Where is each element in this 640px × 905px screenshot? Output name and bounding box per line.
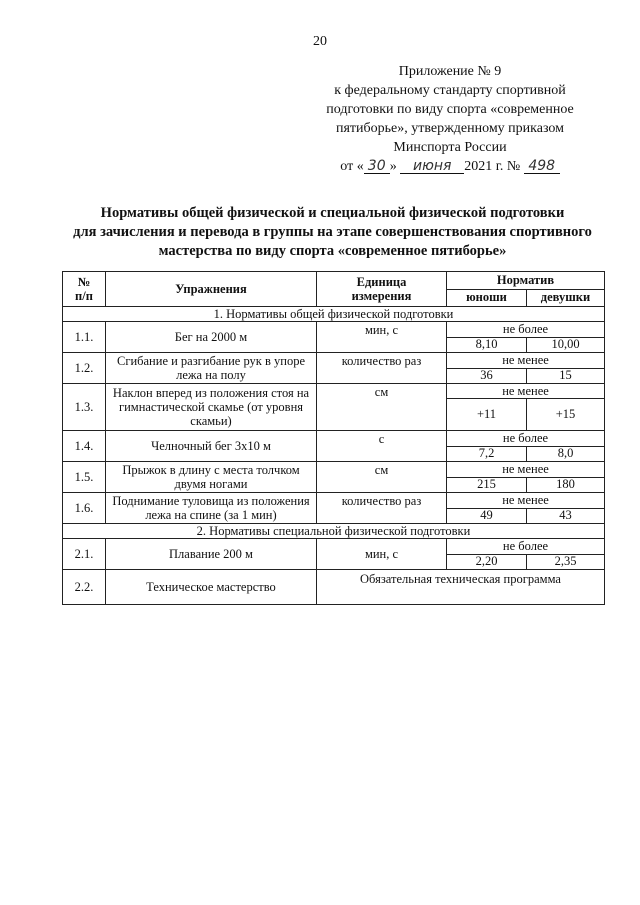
appendix-block xyxy=(300,62,600,176)
row-unit: см xyxy=(317,384,447,431)
row-qualifier: не менее xyxy=(447,384,605,399)
table-row xyxy=(63,462,605,478)
date-prefix: от « xyxy=(340,159,364,174)
row-unit: количество раз xyxy=(317,353,447,384)
value-boys: 8,10 xyxy=(447,337,527,353)
row-qualifier: не более xyxy=(447,539,605,555)
row-unit: количество раз xyxy=(317,493,447,524)
row-exercise: Поднимание туловища из положения лежа на спине (за 1 мин) xyxy=(106,493,317,524)
row-num: 1.4. xyxy=(63,431,106,462)
value-boys: 7,2 xyxy=(447,446,527,462)
row-num: 1.2. xyxy=(63,353,106,384)
row-exercise: Сгибание и разгибание рук в упоре лежа на полу xyxy=(106,353,317,384)
table-row xyxy=(63,570,605,605)
order-date-line xyxy=(300,157,600,176)
row-num: 1.5. xyxy=(63,462,106,493)
section-title: 1. Нормативы общей физической подготовки xyxy=(63,307,605,322)
row-unit: мин, с xyxy=(317,539,447,570)
value-girls: 180 xyxy=(527,477,605,493)
appendix-line: пятиборье», утвержденному приказом xyxy=(335,121,565,136)
appendix-line: Минспорта России xyxy=(393,140,507,155)
table-row xyxy=(63,431,605,447)
norms-table xyxy=(62,271,605,605)
table-row xyxy=(63,539,605,555)
header-norm: Норматив xyxy=(447,272,605,290)
title-line: для зачисления и перевода в группы на этапе совершенствования спортивного xyxy=(73,224,592,240)
order-day: 30 xyxy=(364,159,390,174)
row-qualifier: не более xyxy=(447,431,605,447)
value-girls: +15 xyxy=(527,399,605,431)
appendix-line: Приложение № 9 xyxy=(398,64,502,79)
row-exercise: Плавание 200 м xyxy=(106,539,317,570)
section-row xyxy=(63,307,605,322)
value-boys: 2,20 xyxy=(447,554,527,570)
header-boys: юноши xyxy=(447,289,527,307)
section-title: 2. Нормативы специальной физической подготовки xyxy=(63,524,605,539)
row-num: 2.1. xyxy=(63,539,106,570)
value-boys: 49 xyxy=(447,508,527,524)
table-row xyxy=(63,384,605,399)
row-exercise: Техническое мастерство xyxy=(106,570,317,605)
row-num: 1.1. xyxy=(63,322,106,353)
row-exercise: Челночный бег 3х10 м xyxy=(106,431,317,462)
header-girls: девушки xyxy=(527,289,605,307)
appendix-line: к федеральному стандарту спортивной xyxy=(334,83,566,98)
row-qualifier: не менее xyxy=(447,462,605,478)
section-row xyxy=(63,524,605,539)
row-unit: см xyxy=(317,462,447,493)
value-girls: 2,35 xyxy=(527,554,605,570)
row-qualifier: не менее xyxy=(447,493,605,509)
row-unit: мин, с xyxy=(317,322,447,353)
header-exercise: Упражнения xyxy=(106,272,317,307)
value-boys: 215 xyxy=(447,477,527,493)
title-line: мастерства по виду спорта «современное пятиборье» xyxy=(158,243,507,259)
row-exercise: Бег на 2000 м xyxy=(106,322,317,353)
value-boys: +11 xyxy=(447,399,527,431)
appendix-line: подготовки по виду спорта «современное xyxy=(326,102,574,117)
row-num: 2.2. xyxy=(63,570,106,605)
row-qualifier: не менее xyxy=(447,353,605,369)
date-mid: » xyxy=(389,159,397,174)
value-girls: 10,00 xyxy=(527,337,605,353)
row-exercise: Прыжок в длину с места толчком двумя ногами xyxy=(106,462,317,493)
order-month: июня xyxy=(400,159,464,174)
order-number: 498 xyxy=(524,159,560,174)
row-num: 1.6. xyxy=(63,493,106,524)
header-unit: Единица измерения xyxy=(317,272,447,307)
value-girls: 15 xyxy=(527,368,605,384)
row-unit: с xyxy=(317,431,447,462)
header-row xyxy=(63,272,605,290)
row-merged-norm: Обязательная техническая программа xyxy=(317,570,605,605)
value-boys: 36 xyxy=(447,368,527,384)
table-row xyxy=(63,353,605,369)
value-girls: 43 xyxy=(527,508,605,524)
table-row xyxy=(63,493,605,509)
row-exercise: Наклон вперед из положения стоя на гимнастической скамье (от уровня скамьи) xyxy=(106,384,317,431)
title-line: Нормативы общей физической и специальной физической подготовки xyxy=(100,205,565,221)
document-title xyxy=(60,204,605,261)
value-girls: 8,0 xyxy=(527,446,605,462)
table-row xyxy=(63,322,605,338)
row-num: 1.3. xyxy=(63,384,106,431)
row-qualifier: не более xyxy=(447,322,605,338)
header-num: № п/п xyxy=(63,272,106,307)
page-number: 20 xyxy=(313,34,327,49)
order-year: 2021 г. № xyxy=(464,159,521,174)
